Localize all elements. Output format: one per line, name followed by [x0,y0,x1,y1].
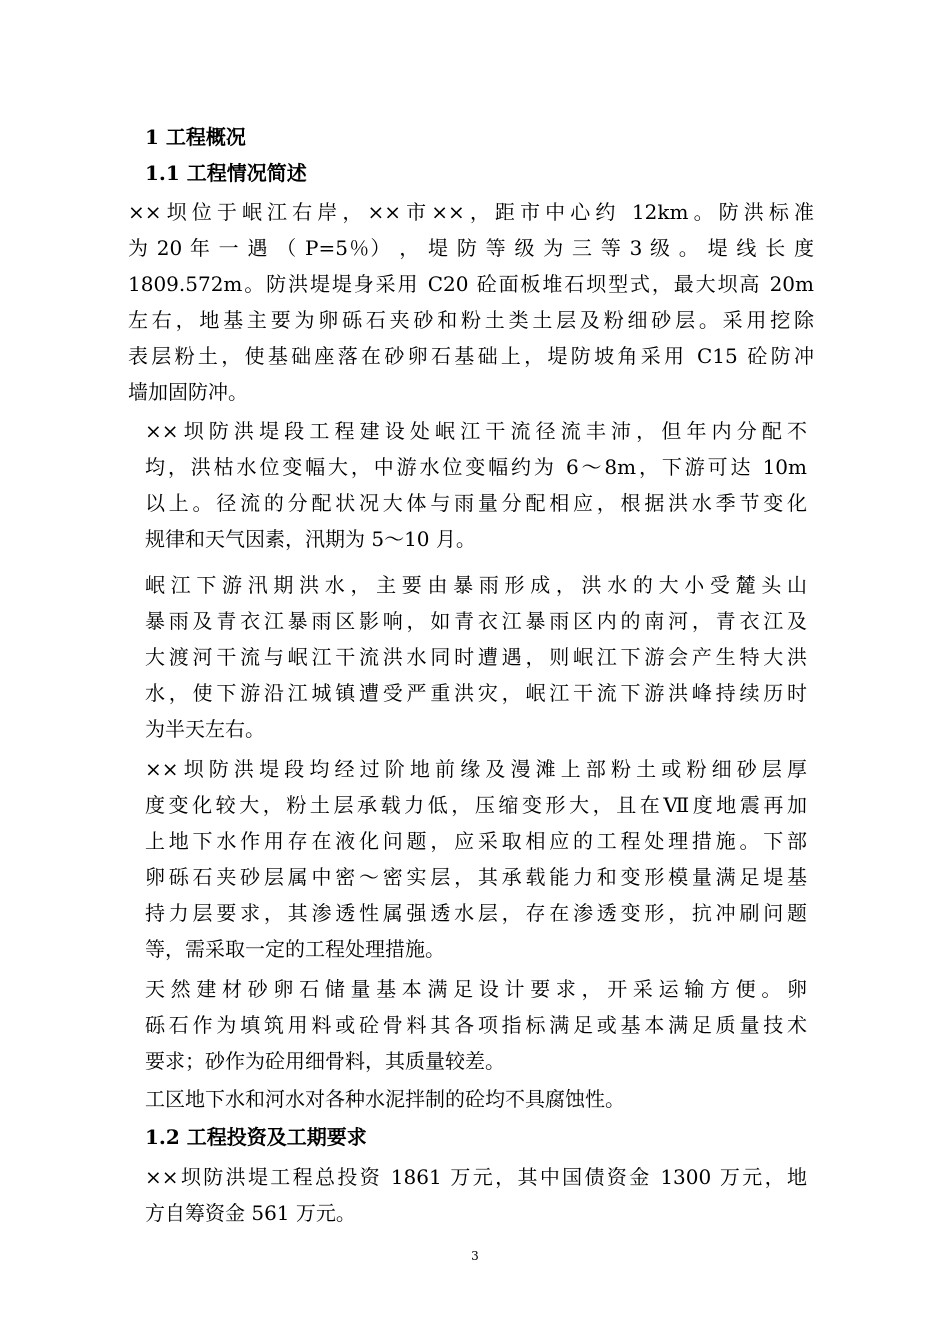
text-line: 等，需采取一定的工程处理措施。 [145,937,445,961]
text-line: 持力层要求，其渗透性属强透水层，存在渗透变形，抗冲刷问题 [145,901,807,925]
text-line: 表层粉土，使基础座落在砂卵石基础上，堤防坡角采用 C15 砼防冲 [128,344,814,368]
section-heading-1-2: 1.2 工程投资及工期要求 [145,1125,367,1149]
paragraph-geology [145,751,807,967]
text-line: 为半天左右。 [145,717,265,741]
text-line: 上地下水作用存在液化问题，应采取相应的工程处理措施。下部 [145,829,807,853]
text-line: 以上。径流的分配状况大体与雨量分配相应，根据洪水季节变化 [145,491,807,515]
text-line: 大渡河干流与岷江干流洪水同时遭遇，则岷江下游会产生特大洪 [145,645,807,669]
page-number: 3 [471,1249,479,1263]
paragraph-investment [145,1159,807,1231]
paragraph-materials [145,971,807,1079]
text-line: 左右，地基主要为卵砾石夹砂和粉土类土层及粉细砂层。采用挖除 [128,308,814,332]
text-line: 度变化较大，粉土层承载力低，压缩变形大，且在Ⅶ度地震再加 [145,793,807,817]
text-line: ××坝防洪堤工程总投资 1861 万元，其中国债资金 1300 万元，地 [145,1165,807,1189]
text-line: 砾石作为填筑用料或砼骨料其各项指标满足或基本满足质量技术 [145,1013,807,1037]
text-line: 天然建材砂卵石储量基本满足设计要求，开采运输方便。卵 [145,977,807,1001]
section-heading-1: 1 工程概况 [145,125,246,149]
text-line: 1809.572m。防洪堤堤身采用 C20 砼面板堆石坝型式，最大坝高 20m [128,272,814,296]
text-line: 方自筹资金 561 万元。 [145,1201,356,1225]
text-line: ××坝防洪堤段工程建设处岷江干流径流丰沛，但年内分配不 [145,419,807,443]
paragraph-flood [145,567,807,747]
text-line: 墙加固防冲。 [128,380,248,404]
text-line: 规律和天气因素，汛期为 5～10 月。 [145,527,476,551]
text-line: 岷江下游汛期洪水，主要由暴雨形成，洪水的大小受麓头山 [145,573,807,597]
text-line: ××坝防洪堤段均经过阶地前缘及漫滩上部粉土或粉细砂层厚 [145,757,807,781]
paragraph-groundwater [145,1081,807,1117]
paragraph-runoff [145,413,807,557]
section-heading-1-1: 1.1 工程情况简述 [145,161,307,185]
text-line: 暴雨及青衣江暴雨区影响，如青衣江暴雨区内的南河，青衣江及 [145,609,807,633]
text-line: 水，使下游沿江城镇遭受严重洪灾，岷江干流下游洪峰持续历时 [145,681,807,705]
text-line: 为 20 年 一 遇 （ P=5％） ， 堤 防 等 级 为 三 等 3 级 。 堤 线 长 度 [128,236,814,260]
text-line: ××坝位于岷江右岸，××市××，距市中心约 12km。防洪标准 [128,200,814,224]
text-line: 均，洪枯水位变幅大，中游水位变幅约为 6～8m，下游可达 10m [145,455,807,479]
text-line: 卵砾石夹砂层属中密～密实层，其承载能力和变形模量满足堤基 [145,865,807,889]
paragraph-project-overview [128,194,814,410]
text-line: 要求；砂作为砼用细骨料，其质量较差。 [145,1049,505,1073]
text-line: 工区地下水和河水对各种水泥拌制的砼均不具腐蚀性。 [145,1087,625,1111]
